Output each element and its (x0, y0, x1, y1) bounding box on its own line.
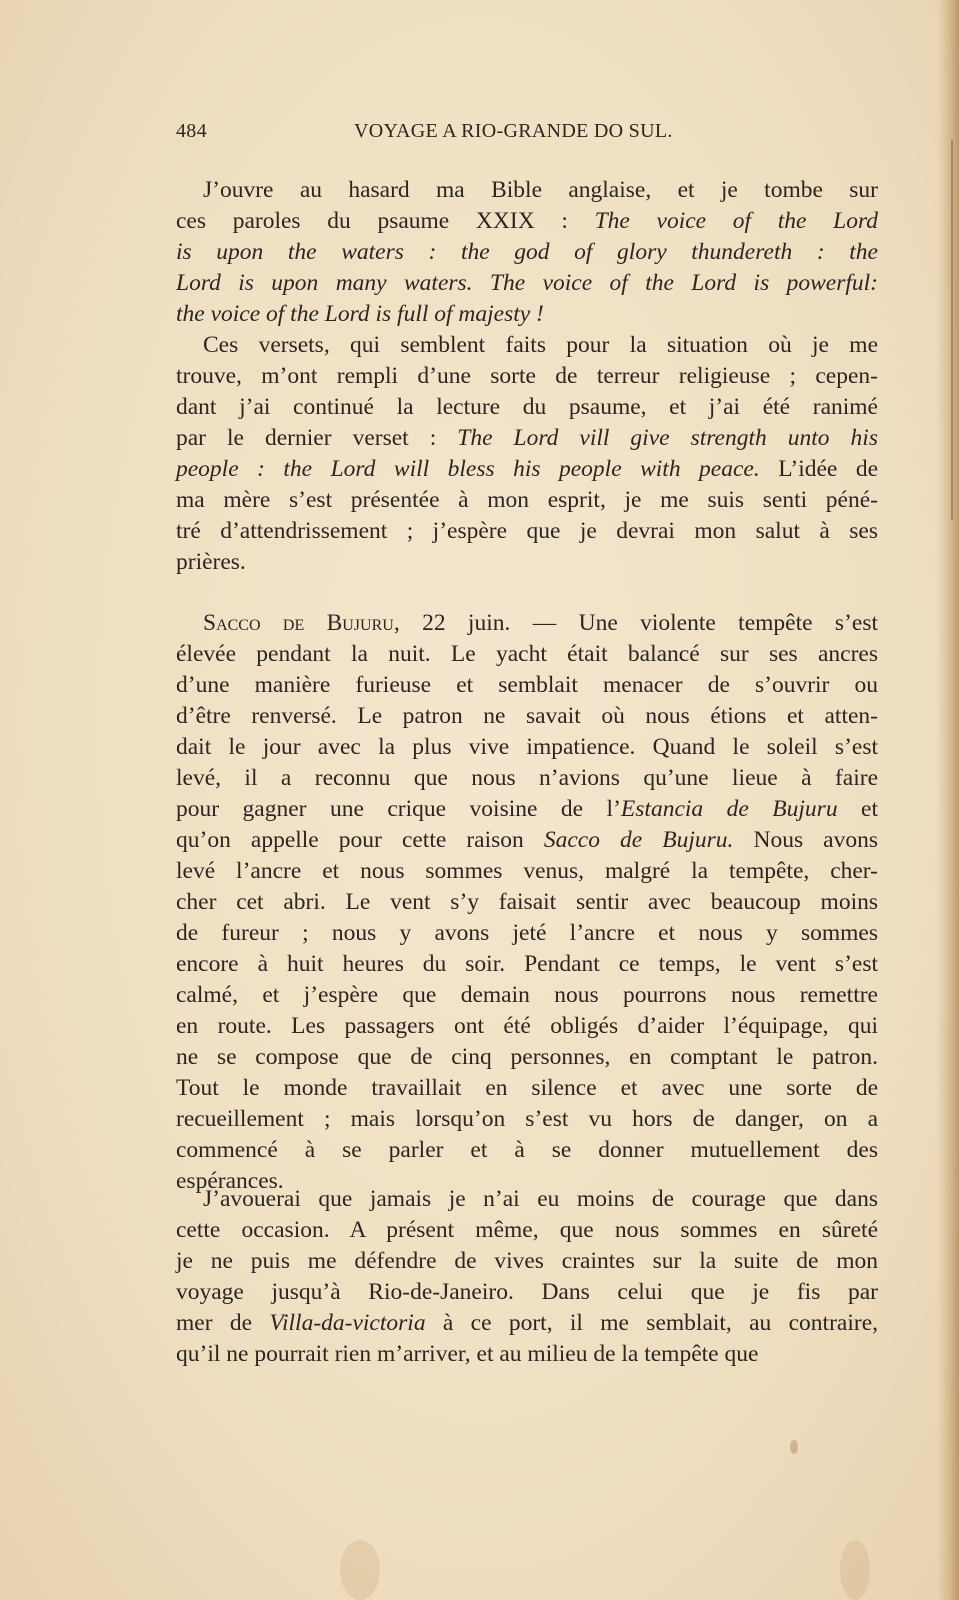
text-line (176, 670, 878, 700)
text-segment: voyage jusqu’à Rio-de-Janeiro. Dans celui que je fis par (176, 1279, 878, 1305)
text-line (203, 1184, 878, 1214)
text-segment: qu’il ne pourrait rien m’arriver, et au milieu de la tempête que (176, 1341, 759, 1367)
italic-text: The Lord vill give strength unto his (457, 425, 878, 451)
text-segment: , 22 juin. — Une violente tempête s’est (393, 610, 878, 636)
text-segment: en route. Les passagers ont été obligés d’aider l’équipage, qui (176, 1013, 878, 1039)
text-line (176, 1246, 878, 1276)
text-segment: qu’on appelle pour cette raison (176, 827, 544, 853)
text-segment: pour gagner une crique voisine de l’ (176, 796, 621, 822)
text-line (176, 1104, 878, 1134)
text-segment: J’ouvre au hasard ma Bible anglaise, et je tombe sur (203, 177, 878, 203)
text-segment: d’être renversé. Le patron ne savait où nous étions et atten- (176, 703, 878, 729)
text-segment: Ces versets, qui semblent faits pour la situation où je me (203, 332, 878, 358)
text-segment: dait le jour avec la plus vive impatience. Quand le soleil s’est (176, 734, 878, 760)
text-segment: à ce port, il me semblait, au contraire, (425, 1310, 879, 1336)
text-segment: Nous avons (733, 827, 878, 853)
text-segment: J’avouerai que jamais je n’ai eu moins de courage que dans (203, 1186, 878, 1212)
text-segment: trouve, m’ont rempli d’une sorte de terreur religieuse ; cepen- (176, 363, 878, 389)
running-header (176, 120, 876, 148)
text-segment: espérances. (176, 1168, 284, 1194)
text-line (176, 794, 878, 824)
text-segment: je ne puis me défendre de vives craintes sur la suite de mon (176, 1248, 878, 1274)
text-line (176, 763, 878, 793)
text-line (176, 423, 878, 453)
text-line (176, 701, 878, 731)
text-line (176, 1215, 878, 1245)
text-segment: tré d’attendrissement ; j’espère que je devrai mon salut à ses (176, 518, 878, 544)
text-line (176, 485, 878, 515)
text-segment: Tout le monde travaillait en silence et avec une sorte de (176, 1075, 878, 1101)
text-line (176, 299, 878, 329)
text-segment: de fureur ; nous y avons jeté l’ancre et nous y sommes (176, 920, 878, 946)
italic-text: The voice of the Lord (594, 208, 878, 234)
text-line (176, 454, 878, 484)
text-line (176, 980, 878, 1010)
text-line (176, 825, 878, 855)
italic-text: Lord is upon many waters. The voice of the Lord is powerful: (176, 270, 878, 296)
text-segment: ne se compose que de cinq personnes, en comptant le patron. (176, 1044, 878, 1070)
text-line (176, 732, 878, 762)
text-segment: par le dernier verset : (176, 425, 458, 451)
text-segment: mer de (176, 1310, 270, 1336)
text-segment: encore à huit heures du soir. Pendant ce temps, le vent s’est (176, 951, 878, 977)
text-line (176, 516, 878, 546)
italic-text: is upon the waters : the god of glory thundereth : the (176, 239, 878, 265)
text-line (176, 392, 878, 422)
italic-text: Villa-da-victoria (269, 1310, 426, 1336)
text-segment: levé l’ancre et nous sommes venus, malgré la tempête, cher- (176, 858, 878, 884)
text-line (176, 361, 878, 391)
italic-text: people : the Lord will bless his people with peace. (176, 456, 760, 482)
text-segment: et (837, 796, 879, 822)
text-segment: ces paroles du psaume XXIX : (176, 208, 595, 234)
text-segment: d’une manière furieuse et semblait menacer de s’ouvrir ou (176, 672, 878, 698)
text-line (176, 268, 878, 298)
text-segment: recueillement ; mais lorsqu’on s’est vu hors de danger, on a (176, 1106, 878, 1132)
text-segment: L’idée de (759, 456, 878, 482)
text-line (176, 1277, 878, 1307)
text-line (203, 330, 878, 360)
text-line (176, 1042, 878, 1072)
text-line (176, 639, 878, 669)
text-line (176, 1339, 878, 1369)
text-line (176, 856, 878, 886)
text-line (176, 1011, 878, 1041)
italic-text: Sacco de Bujuru. (543, 827, 734, 853)
text-line (176, 547, 878, 577)
text-line (176, 887, 878, 917)
text-segment: ma mère s’est présentée à mon esprit, je me suis senti péné- (176, 487, 878, 513)
paper-stain (790, 1440, 798, 1454)
text-segment: dant j’ai continué la lecture du psaume, et j’ai été ranimé (176, 394, 878, 420)
text-line (203, 175, 878, 205)
page-edge (937, 0, 959, 1600)
small-caps-heading: Sacco de Bujuru (203, 610, 394, 636)
text-line (176, 949, 878, 979)
page-number: 484 (176, 120, 207, 142)
text-segment: prières. (176, 549, 246, 575)
paper-stain (840, 1540, 870, 1600)
paper-stain (340, 1540, 380, 1600)
text-segment: cher cet abri. Le vent s’y faisait sentir avec beaucoup moins (176, 889, 878, 915)
text-line (176, 1073, 878, 1103)
text-segment: commencé à se parler et à se donner mutuellement des (176, 1137, 878, 1163)
text-line (176, 1135, 878, 1165)
text-segment: élevée pendant la nuit. Le yacht était balancé sur ses ancres (176, 641, 878, 667)
text-line (176, 1308, 878, 1338)
text-line (176, 918, 878, 948)
text-line (203, 608, 878, 638)
text-segment: cette occasion. A présent même, que nous sommes en sûreté (176, 1217, 878, 1243)
running-title: VOYAGE A RIO-GRANDE DO SUL. (354, 120, 673, 142)
text-segment: calmé, et j’espère que demain nous pourrons nous remettre (176, 982, 878, 1008)
text-line (176, 206, 878, 236)
italic-text: the voice of the Lord is full of majesty ! (176, 301, 544, 327)
text-segment: levé, il a reconnu que nous n’avions qu’une lieue à faire (176, 765, 878, 791)
page-edge-line (951, 140, 953, 520)
italic-text: Estancia de Bujuru (620, 796, 838, 822)
text-line (176, 237, 878, 267)
